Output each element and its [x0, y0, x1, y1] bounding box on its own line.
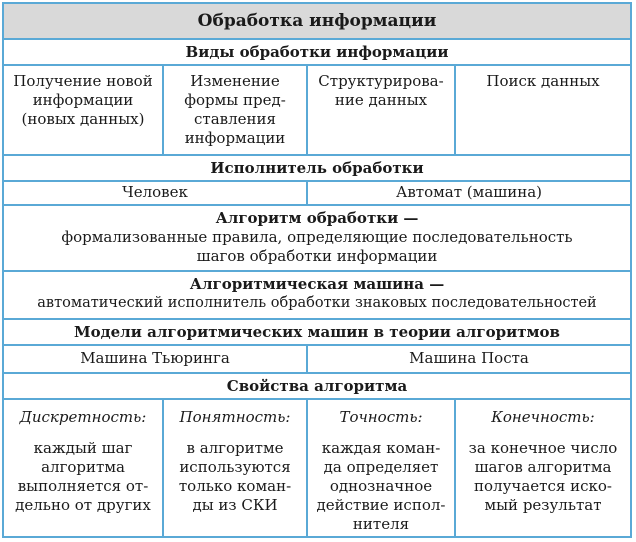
property-text-line: каждый шаг — [33, 439, 133, 457]
model-turing: Машина Тьюринга — [80, 349, 230, 367]
property-text-line: получается иско- — [474, 477, 612, 495]
properties-header-row — [4, 374, 630, 400]
property-name: Точность: — [339, 408, 423, 426]
types-header-row — [4, 40, 630, 66]
types-header: Виды обработки информации — [185, 43, 449, 61]
type-item-line: (новых данных) — [21, 110, 145, 128]
models-header-row — [4, 320, 630, 346]
type-item-line: ставления — [194, 110, 276, 128]
property-text-line: только коман- — [178, 477, 292, 495]
property-text-line: в алгоритме — [186, 439, 284, 457]
executor-header-row — [4, 156, 630, 182]
property-accuracy — [308, 400, 454, 536]
property-text-line: действие испол- — [316, 496, 446, 514]
property-text-line: за конечное число — [468, 439, 618, 457]
model-post: Машина Поста — [409, 349, 529, 367]
property-text-line: да определяет — [323, 458, 439, 476]
property-text-line: ды из СКИ — [192, 496, 278, 514]
type-item-line: формы пред- — [184, 91, 286, 109]
machine-row — [4, 272, 630, 320]
property-name: Конечность: — [491, 408, 595, 426]
algorithm-term: Алгоритм обработки — — [215, 209, 419, 227]
property-clarity — [164, 400, 306, 536]
type-item-line: Изменение — [190, 72, 280, 90]
property-text-line: алгоритма — [41, 458, 125, 476]
title-row — [4, 4, 630, 40]
algorithm-definition-line: шагов обработки информации — [196, 247, 438, 265]
type-item-line: информации — [184, 129, 286, 147]
property-text-line: выполняется от- — [17, 477, 149, 495]
information-processing-table — [2, 2, 632, 538]
machine-term: Алгоритмическая машина — — [189, 275, 445, 293]
properties-header: Свойства алгоритма — [226, 377, 408, 395]
type-item-structuring — [308, 66, 454, 154]
property-text-line: дельно от других — [15, 496, 151, 514]
property-name: Дискретность: — [19, 408, 147, 426]
algorithm-row — [4, 206, 630, 272]
property-text-line: мый результат — [484, 496, 602, 514]
property-text-line: нителя — [352, 515, 410, 533]
type-item-line: информации — [32, 91, 134, 109]
property-text-line: шагов алгоритма — [474, 458, 612, 476]
type-item-line: Структурирова- — [318, 72, 444, 90]
property-text-line: используются — [179, 458, 291, 476]
types-items-row — [4, 66, 630, 156]
property-name: Понятность: — [179, 408, 291, 426]
type-item-line: Получение новой — [13, 72, 153, 90]
type-item-search — [456, 66, 630, 154]
executor-machine: Автомат (машина) — [395, 183, 542, 201]
table-title: Обработка информации — [197, 11, 437, 31]
machine-definition: автоматический исполнитель обработки знаковых последовательностей — [37, 295, 597, 311]
properties-items-row — [4, 400, 630, 536]
algorithm-definition-line: формализованные правила, определяющие последовательность — [61, 228, 573, 246]
models-items-row — [4, 346, 630, 374]
property-text-line: однозначное — [329, 477, 433, 495]
type-item-line: ние данных — [334, 91, 428, 109]
models-header: Модели алгоритмических машин в теории алгоритмов — [74, 323, 560, 341]
executor-items-row — [4, 182, 630, 206]
executor-header: Исполнитель обработки — [210, 159, 424, 177]
property-finiteness — [456, 400, 630, 536]
property-text-line: каждая коман- — [321, 439, 441, 457]
type-item-line: Поиск данных — [486, 72, 600, 90]
executor-human: Человек — [122, 183, 188, 201]
type-item-new-info — [4, 66, 162, 154]
type-item-form-change — [164, 66, 306, 154]
property-discreteness — [4, 400, 162, 536]
